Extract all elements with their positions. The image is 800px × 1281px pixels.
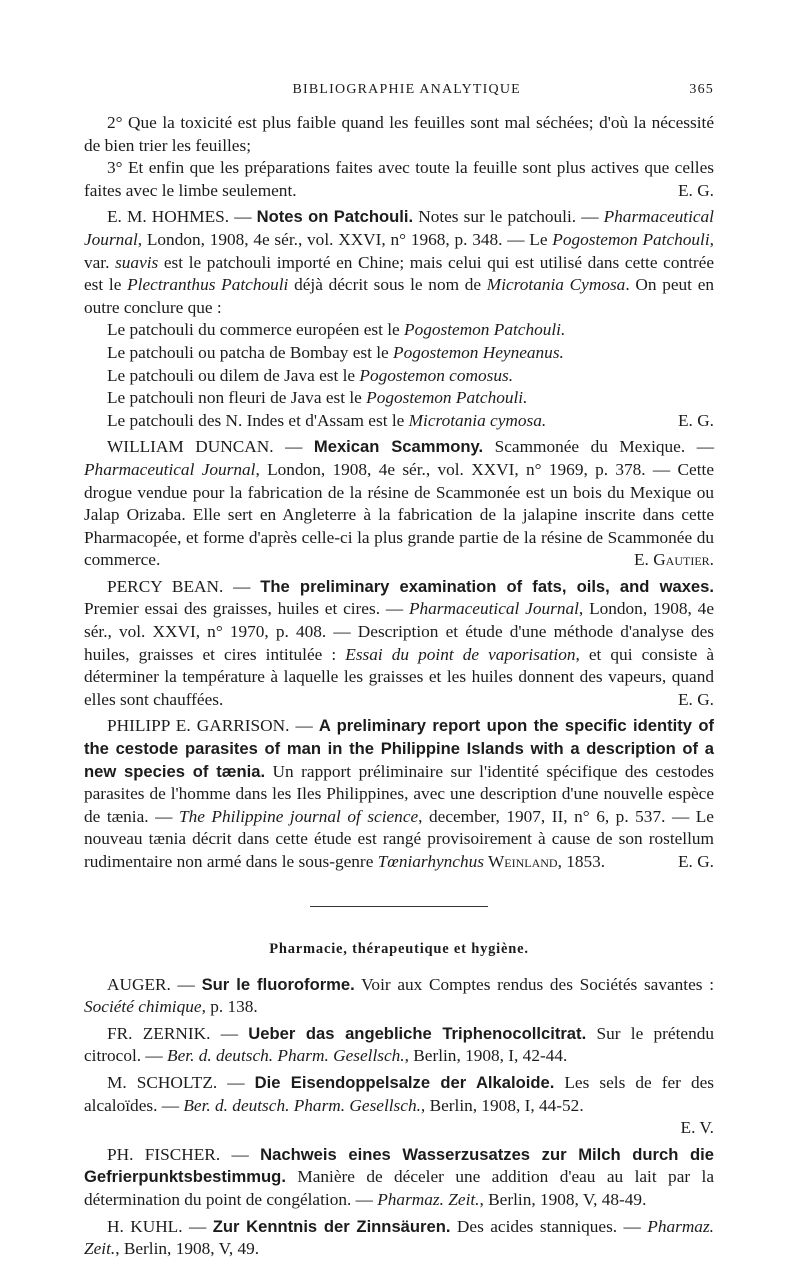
hohmes-title: Notes on Patchouli. [256,207,414,227]
entry-duncan [84,436,714,572]
hohmes-line-5 [84,410,714,433]
auger-journal: Société chimique [84,997,202,1017]
bean-journal: Pharmaceutical Journal [408,599,579,619]
zernik-text-2: , Berlin, 1908, I, 42-44. [404,1046,568,1066]
garrison-journal: The Philippine journal of science [178,806,419,826]
scholtz-title: Die Eisendoppelsalze der Alkaloide. [254,1072,555,1092]
hohmes-line-4-text: Le patchouli non fleuri de Java est le [107,388,367,408]
entry-hohmes [84,206,714,432]
entry-zernik [84,1023,714,1068]
hohmes-line-2 [84,342,714,365]
hohmes-species-1: Pogostemon Patchouli [552,229,710,249]
entry-fischer [84,1144,714,1212]
garrison-text-1: Un rapport préliminaire sur l'identité spécifique des cestodes parasites de l'homme dans les Iles Philippines, avec une description d'une nouvelle espèce de tænia. — [84,761,714,826]
kuhl-text-1: Des acides stanniques. — [450,1216,648,1236]
scholtz-journal: Ber. d. deutsch. Pharm. Gesellsch. [183,1095,421,1115]
hohmes-species-4: Microtania Cymosa [486,275,626,295]
bean-signature: E. G. [678,689,714,709]
zernik-text-1: Sur le prétendu citrocol. — [84,1023,714,1066]
entry-garrison [84,715,714,873]
bean-essay-title: Essai du point de vaporisation [345,644,576,664]
hohmes-text-1: Notes sur le patchouli. — [413,207,604,227]
intro-point-2: 2° Que la toxicité est plus faible quand les feuilles sont mal séchées; d'où la nécessité de bien trier les feuilles; [84,113,714,155]
hohmes-line-1-species: Pogostemon Patchouli. [404,320,566,340]
bean-text-3: , et qui consiste à déterminer la température à laquelle les graisses et les huiles donnent des vapeurs, quand elles sont chauffées. [84,644,714,709]
scholtz-author: M. SCHOLTZ. — [107,1072,245,1092]
garrison-text-2: , december, 1907, II, n° 6, p. 537. — Le nouveau tænia décrit dans cette étude est rangé provisoirement à cause de son rostellum rudimentaire non armé dans le sous-genre [84,806,714,871]
duncan-author: WILLIAM DUNCAN. — [107,437,303,457]
entry-auger [84,974,714,1019]
kuhl-journal: Pharmaz. Zeit. [84,1216,714,1259]
auger-author: AUGER. — [107,974,195,994]
bean-text-2: , London, 1908, 4e sér., vol. XXVI, n° 1970, p. 408. — Description et étude d'une méthode d'analyse des huiles, graisses et cires intitulée : [84,599,714,664]
garrison-title: A preliminary report upon the specific identity of the cestode parasites of man in the Philippine Islands with a description of a new species of tænia. [84,716,715,781]
section-heading: Pharmacie, thérapeutique et hygiène. [269,940,529,957]
fischer-journal: Pharmaz. Zeit. [377,1189,480,1209]
kuhl-author: H. KUHL. — [107,1216,207,1236]
section-divider [310,906,488,907]
kuhl-text-2: , Berlin, 1908, V, 49. [115,1239,260,1259]
fischer-author: PH. FISCHER. — [107,1144,249,1164]
auger-text-1: Voir aux Comptes rendus des Sociétés savantes : [354,974,715,994]
hohmes-species-3: Plectranthus Patchouli [127,275,289,295]
entry-scholtz [84,1072,714,1117]
kuhl-title: Zur Kenntnis der Zinnsäuren. [212,1216,451,1236]
scholtz-text-2: , Berlin, 1908, I, 44-52. [420,1095,584,1115]
hohmes-line-1 [84,319,714,342]
page [84,82,714,1261]
auger-title: Sur le fluoroforme. [201,974,355,994]
garrison-text-3: Weinland, 1853. [483,852,606,871]
hohmes-species-2: suavis [115,252,159,272]
hohmes-text-4: est le patchouli importé en Chine; mais celui qui est utilisé dans cette contrée est le [84,252,714,295]
entry-kuhl [84,1216,714,1261]
hohmes-line-5-species: Microtania cymosa. [408,410,547,430]
zernik-journal: Ber. d. deutsch. Pharm. Gesellsch. [167,1046,405,1066]
fischer-text-2: , Berlin, 1908, V, 48-49. [479,1189,647,1209]
auger-text-2: , p. 138. [201,997,258,1017]
running-header [84,82,714,98]
garrison-author: PHILIPP E. GARRISON. — [107,716,313,736]
zernik-title: Ueber das angebliche Triphenocollcitrat. [248,1023,587,1043]
scholtz-signature: E. V. [680,1118,714,1138]
bean-text-1: Premier essai des graisses, huiles et cires. — [84,599,409,619]
scholtz-text-1: Les sels de fer des alcaloïdes. — [84,1072,714,1115]
hohmes-line-3 [84,365,714,388]
hohmes-text-2: , London, 1908, 4e sér., vol. XXVI, n° 1968, p. 348. — Le [137,229,553,249]
hohmes-journal: Pharmaceutical Journal [84,207,714,249]
duncan-text-1: Scammonée du Mexique. — [483,437,714,457]
hohmes-line-1-text: Le patchouli du commerce européen est le [107,320,405,340]
hohmes-line-2-species: Pogostemon Heyneanus. [393,342,564,362]
bean-title: The preliminary examination of fats, oils, and waxes. [260,576,714,596]
header-title: BIBLIOGRAPHIE ANALYTIQUE [292,82,521,97]
entry-bean [84,576,714,712]
hohmes-line-4-species: Pogostemon Patchouli. [366,388,528,408]
intro-point-3-text: 3° Et enfin que les préparations faites avec toute la feuille sont plus actives que celles faites avec le limbe seulement. [84,158,714,200]
intro-point-3 [84,157,714,202]
garrison-genus: Tœniarhynchus [377,852,484,871]
hohmes-text-6: . On peut en outre conclure que : [84,275,715,317]
hohmes-line-3-species: Pogostemon comosus. [359,365,514,385]
hohmes-text-5: déjà décrit sous le nom de [288,275,487,295]
intro-signature: E. G. [678,180,714,200]
hohmes-author: E. M. HOHMES. — [107,207,252,227]
duncan-signature: E. Gautier. [634,550,714,570]
garrison-signature: E. G. [678,852,714,871]
hohmes-line-2-text: Le patchouli ou patcha de Bombay est le [107,342,394,362]
hohmes-line-5-text: Le patchouli des N. Indes et d'Assam est le [107,410,409,430]
hohmes-line-4 [84,387,714,410]
hohmes-signature: E. G. [678,410,714,430]
fischer-text-1: Manière de déceler une addition d'eau au lait par la détermination du point de congélation. — [84,1167,714,1209]
hohmes-text-3: , var. [84,229,714,272]
zernik-author: FR. ZERNIK. — [107,1023,238,1043]
fischer-title: Nachweis eines Wasserzusatzes zur Milch durch die Gefrierpunktsbestimmug. [84,1144,714,1187]
duncan-journal: Pharmaceutical Journal [84,459,256,479]
page-number: 365 [689,82,714,97]
duncan-title: Mexican Scammony. [313,437,484,457]
hohmes-line-3-text: Le patchouli ou dilem de Java est le [107,365,360,385]
bean-author: PERCY BEAN. — [107,576,251,596]
duncan-text-2: , London, 1908, 4e sér., vol. XXVI, n° 1969, p. 378. — Cette drogue vendue pour la fabrication de la résine de Scammonée est un bois du Mexique ou Jalap Orizaba. Elle sert en Angleterre à la fabrication de la jalapine inscrite dans cette Pharmacopée, et forme d'après celle-ci la plus grande partie de la résine de Scammonée du commerce. [84,459,714,570]
